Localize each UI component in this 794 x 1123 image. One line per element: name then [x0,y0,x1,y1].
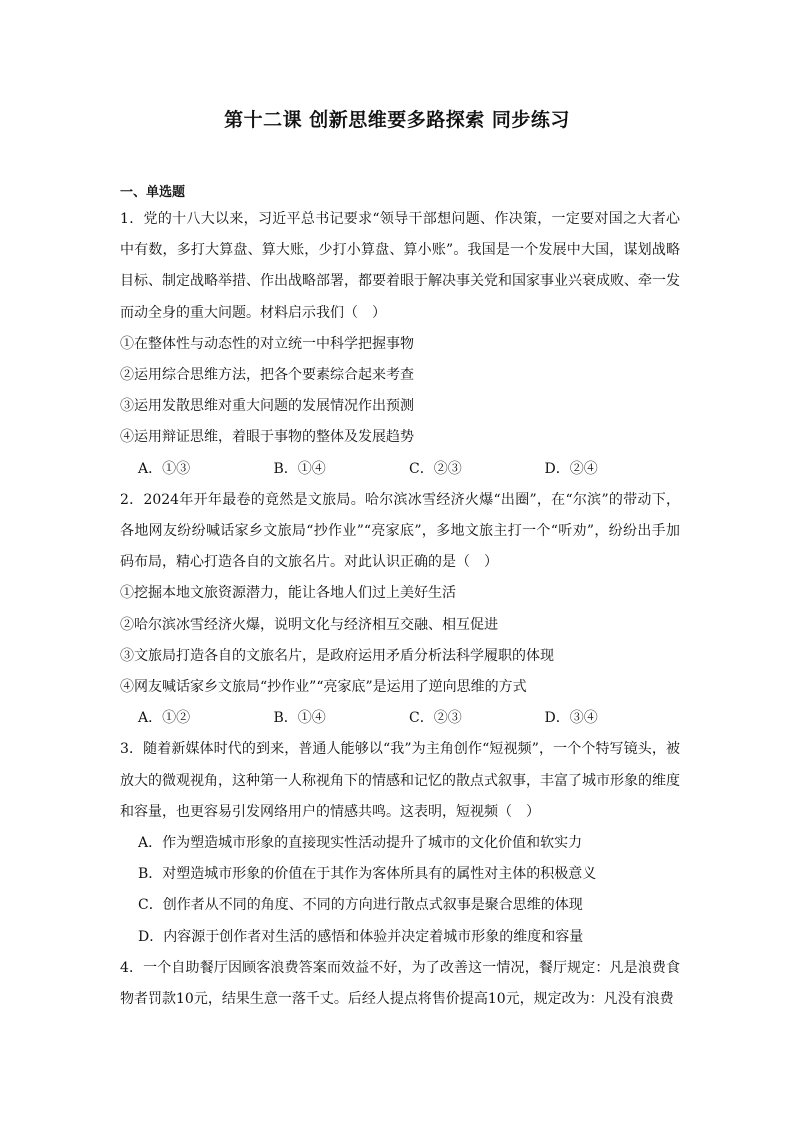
question-1-item-2: ②运用综合思维方法，把各个要素综合起来考查 [120,367,414,384]
question-2-item-1: ①挖掘本地文旅资源潜力，能让各地人们过上美好生活 [120,585,456,602]
page-title: 第十二课 创新思维要多路探索 同步练习 [224,109,570,131]
question-1-item-3: ③运用发散思维对重大问题的发展情况作出预测 [120,398,414,415]
question-2-choice-a: A．①② [138,710,191,727]
question-1-choice-d: D．②④ [544,460,598,477]
question-1-item-4: ④运用辩证思维，着眼于事物的整体及发展趋势 [120,429,414,446]
question-1-item-1: ①在整体性与动态性的对立统一中科学把握事物 [120,335,414,352]
question-list [120,204,680,1015]
question-1-stem: 1．党的十八大以来，习近平总书记要求“领导干部想问题、作决策，一定要对国之大者心中有数，多打大算盘、算大账，少打小算盘、算小账”。我国是一个发展中大国，谋划战略目标、制定战略举措、作出战略部署，都要着眼于解决事关党和国家事业兴衰成败、牵一发而动全身的重大问题。材料启示我们（ ） [120,211,680,321]
question-2-stem: 2．2024年开年最卷的竟然是文旅局。哈尔滨冰雪经济火爆“出圈”，在“尔滨”的带动下，各地网友纷纷喊话家乡文旅局“抄作业”“亮家底”，多地文旅主打一个“听劝”，纷纷出手加码布局，精心打造各自的文旅名片。对此认识正确的是（ ） [120,491,680,571]
question-2-choice-c: C．②③ [409,710,462,727]
question-2-choices [120,703,680,734]
question-3-stem: 3．随着新媒体时代的到来，普通人能够以“我”为主角创作“短视频”，一个个特写镜头，被放大的微观视角，这种第一人称视角下的情感和记忆的散点式叙事，丰富了城市形象的维度和容量，也更容易引发网络用户的情感共鸣。这表明，短视频（ ） [120,741,680,820]
question-2-choice-d: D．③④ [544,710,598,727]
question-2-choice-b: B．①④ [273,710,326,727]
question-3-choice-a: A．作为塑造城市形象的直接现实性活动提升了城市的文化价值和软实力 [138,835,583,852]
question-1-choice-b: B．①④ [273,460,326,477]
question-2-item-3: ③文旅局打造各自的文旅名片，是政府运用矛盾分析法科学履职的体现 [120,647,554,664]
question-2-item-4: ④网友喊话家乡文旅局“抄作业”“亮家底”是运用了逆向思维的方式 [120,679,527,696]
section-heading: 一、单选题 [120,185,186,200]
question-1-choice-a: A．①③ [138,460,191,477]
question-4-stem: 4．一个自助餐厅因顾客浪费答案而效益不好，为了改善这一情况，餐厅规定：凡是浪费食物者罚款10元，结果生意一落千丈。后经人提点将售价提高10元，规定改为：凡没有浪费 [120,959,680,1008]
question-2-item-2: ②哈尔滨冰雪经济火爆，说明文化与经济相互交融、相互促进 [120,616,498,633]
question-3-choice-d: D．内容源于创作者对生活的感悟和体验并决定着城市形象的维度和容量 [138,928,584,945]
question-1-choice-c: C．②③ [409,460,462,477]
question-3-choice-c: C．创作者从不同的角度、不同的方向进行散点式叙事是聚合思维的体现 [138,897,583,914]
question-3-choice-b: B．对塑造城市形象的价值在于其作为客体所具有的属性对主体的积极意义 [138,866,597,883]
question-1-choices [120,454,680,485]
